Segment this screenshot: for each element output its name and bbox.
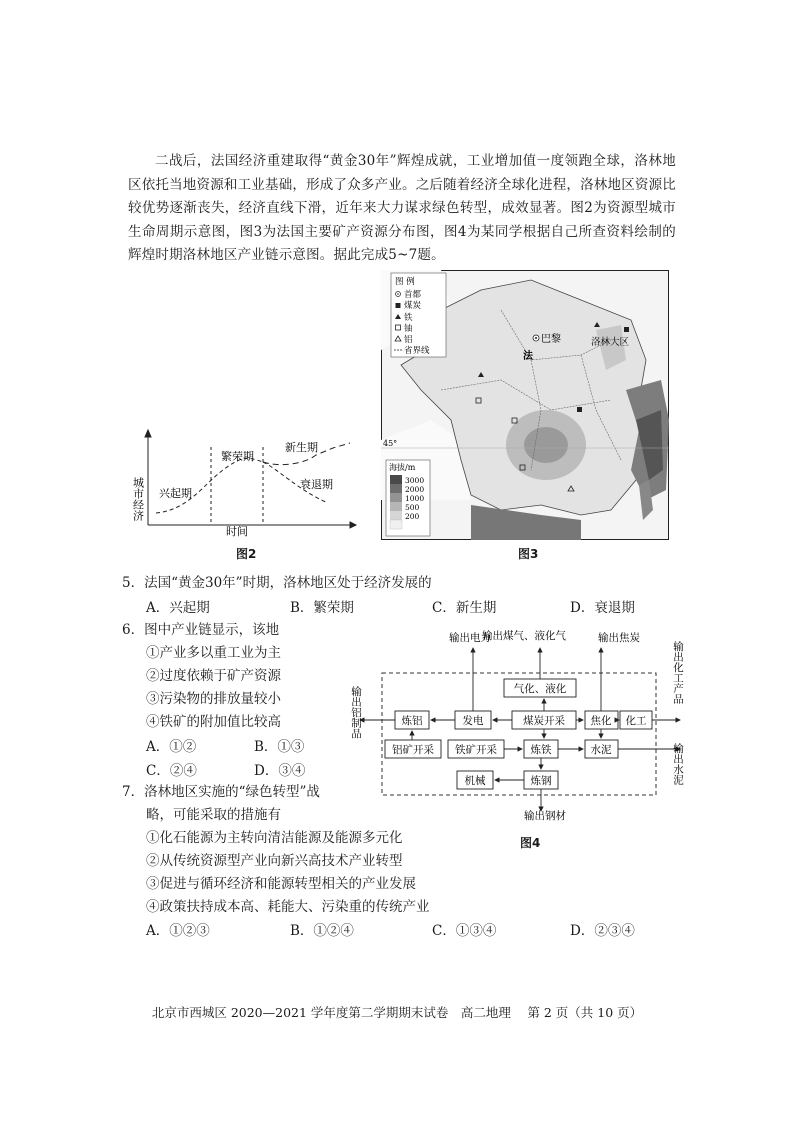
lat-45-label: 45° (383, 439, 398, 448)
elev-200: 200 (405, 512, 420, 521)
figure-4-industry-chain (352, 626, 692, 826)
legend-iron: 铁 (404, 313, 413, 323)
figure-3-caption: 图3 (518, 547, 539, 561)
q6-item-2: ②过度依赖于矿产资源 (146, 668, 281, 684)
coal-legend-icon (396, 303, 401, 308)
paris-capital-dot (535, 337, 537, 339)
q7-stem-line1: 7．洛林地区实施的“绿色转型”战 (122, 784, 320, 800)
label-coal-mine: 煤炭开采 (523, 715, 565, 727)
label-gasify: 气化、液化 (513, 683, 567, 695)
q6-option-b[interactable]: B．①③ (254, 739, 305, 755)
out-cement: 输出水泥 (672, 743, 684, 785)
q7-item-2: ②从传统资源型产业向新兴高技术产业转型 (146, 853, 403, 869)
q7-item-3: ③促进与循环经济和能源转型相关的产业发展 (146, 876, 416, 892)
q6-item-3: ③污染物的排放量较小 (146, 691, 281, 707)
out-gas: 输出煤气、液化气 (482, 630, 566, 642)
q7-option-a[interactable]: A．①②③ (146, 923, 210, 939)
legend-uranium: 铀 (404, 324, 413, 334)
q6-option-c[interactable]: C．②④ (146, 763, 197, 779)
legend-aluminum: 铝 (404, 335, 413, 345)
elev-0-swatch (390, 520, 402, 529)
legend-capital: 首都 (404, 290, 422, 300)
lifecycle-curve (156, 458, 263, 513)
label-coking: 焦化 (590, 715, 612, 727)
figure-4-caption: 图4 (520, 836, 541, 850)
label-power: 发电 (462, 715, 484, 727)
label-al-smelt: 炼铝 (401, 715, 423, 727)
y-axis-label: 城市经济 (131, 477, 145, 521)
france-label: 法 (523, 351, 533, 362)
q6-stem: 6．图中产业链显示，该地 (122, 622, 280, 638)
label-cement: 水泥 (590, 744, 612, 756)
elev-1000-swatch (390, 493, 402, 502)
label-iron-mine: 铁矿开采 (455, 744, 497, 756)
stage-boom-label: 繁荣期 (221, 450, 254, 463)
stage-decline-label: 衰退期 (300, 478, 333, 491)
q5-stem: 5．法国“黄金30年”时期，洛林地区处于经济发展的 (122, 575, 432, 591)
out-coke: 输出焦炭 (598, 632, 640, 644)
label-iron-smelt: 炼铁 (530, 744, 552, 756)
x-axis-label: 时间 (226, 525, 248, 538)
elevation-title: 海拔/m (389, 463, 416, 472)
lorraine-label: 洛林大区 (591, 337, 630, 348)
q6-option-a[interactable]: A．①② (146, 739, 197, 755)
elev-2000: 2000 (405, 485, 425, 494)
elev-1000: 1000 (405, 494, 425, 503)
elev-500: 500 (405, 503, 420, 512)
intro-paragraph: 二战后，法国经济重建取得“黄金30年”辉煌成就，工业增加值一度领跑全球，洛林地区依托当地资源和工业基础，形成了众多产业。之后随着经济全球化进程，洛林地区资源比较优势逐渐丧失，经济直线下滑，近年来大力谋求绿色转型，成效显著。图2为资源型城市生命周期示意图，图3为法国主要矿产资源分布图，图4为某同学根据自己所查资料绘制的辉煌时期洛林地区产业链示意图。据此完成5~7题。 (128, 153, 676, 263)
legend-coal: 煤炭 (404, 301, 422, 311)
page-footer: 北京市西城区 2020—2021 学年度第二学期期末试卷 高二地理 第 2 页（共 10 页） (151, 1005, 643, 1020)
legend-boundary: 省界线 (404, 346, 430, 356)
label-chem: 化工 (625, 715, 647, 727)
figure-2-lifecycle-chart (128, 425, 358, 538)
q7-stem-line2: 略，可能采取的措施有 (146, 807, 281, 823)
stage-renew-label: 新生期 (285, 441, 318, 454)
paris-label: 巴黎 (541, 334, 561, 345)
figure-2-caption: 图2 (236, 547, 257, 561)
elev-3000-swatch (390, 475, 402, 484)
coal-center-icon (577, 407, 582, 412)
elev-500-swatch (390, 502, 402, 511)
q5-option-d[interactable]: D．衰退期 (570, 600, 635, 616)
figure-3-map (381, 270, 669, 540)
elev-200-swatch (390, 511, 402, 520)
q7-item-4: ④政策扶持成本高、耗能大、污染重的传统产业 (146, 899, 430, 915)
q5-option-c[interactable]: C．新生期 (432, 600, 497, 616)
massif-central-peak (524, 427, 568, 463)
q7-item-1: ①化石能源为主转向清洁能源及能源多元化 (146, 830, 403, 846)
q7-option-d[interactable]: D．②③④ (570, 923, 635, 939)
stage-rise-label: 兴起期 (159, 487, 192, 500)
capital-legend-dot (397, 293, 399, 295)
out-steel: 输出钢材 (524, 810, 566, 822)
q5-option-a[interactable]: A．兴起期 (146, 600, 210, 616)
q6-item-1: ①产业多以重工业为主 (146, 645, 281, 661)
out-al: 输出铝制品 (350, 686, 362, 739)
q6-option-d[interactable]: D．③④ (254, 763, 306, 779)
lorraine-coal-icon (624, 327, 629, 332)
legend-title: 图 例 (395, 277, 415, 287)
out-chem: 输出化工产品 (672, 641, 684, 704)
x-axis-arrow (350, 522, 356, 528)
label-slag: 机械 (464, 775, 486, 787)
q6-item-4: ④铁矿的附加值比较高 (146, 714, 281, 730)
elev-3000: 3000 (405, 476, 425, 485)
label-bauxite: 铝矿开采 (392, 744, 434, 756)
q7-option-c[interactable]: C．①③④ (432, 923, 497, 939)
out-power: 输出电力 (449, 632, 491, 644)
elev-2000-swatch (390, 484, 402, 493)
label-steel: 炼钢 (530, 775, 552, 787)
y-axis-arrow (145, 430, 151, 437)
q7-option-b[interactable]: B．①②④ (290, 923, 354, 939)
q5-option-b[interactable]: B．繁荣期 (290, 600, 354, 616)
